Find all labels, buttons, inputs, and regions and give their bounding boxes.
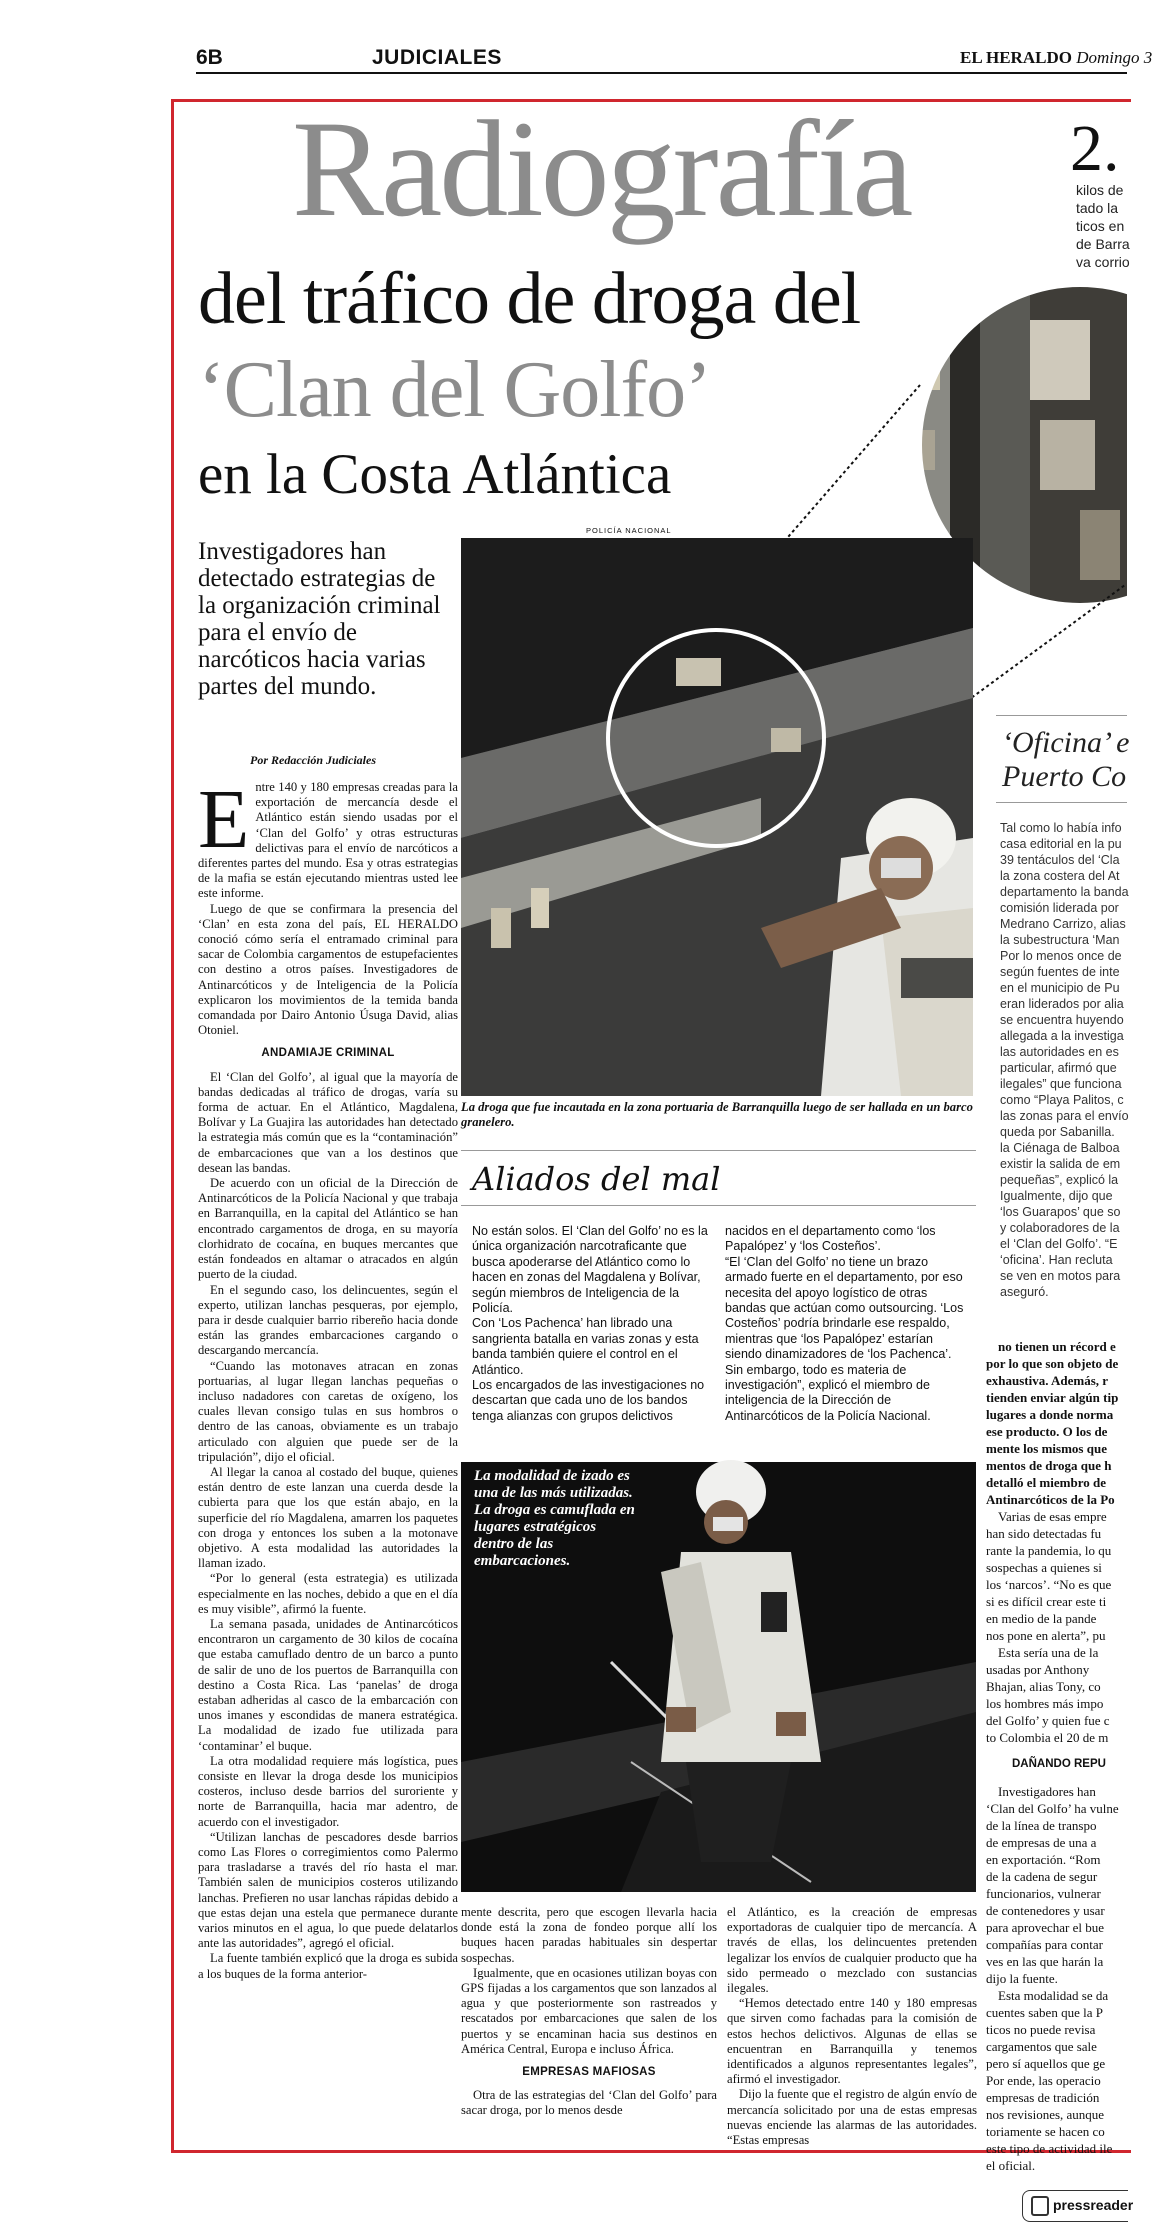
right-col-line: no tienen un récord e (998, 1339, 1116, 1354)
paragraph: Otra de las estrategias del ‘Clan del Golfo’ para sacar droga, por lo menos desde (461, 2088, 717, 2118)
oficina-line: como “Playa Palitos, c (1000, 1093, 1124, 1107)
right-col-line: usadas por Anthony (986, 1662, 1090, 1677)
aliados-col-1: No están solos. El ‘Clan del Golfo’ no es la única organización narcotraficante que busca apoderarse del Atlántico como lo hacen en zonas del Magdalena y Bolívar, según miembros de Inteligencia de la Policía. Con ‘Los Pachenca’ han librado una sangrienta batalla en varias zonas y esta banda también quiere el control en el Atlántico. Los encargados de las investigaciones no descartan que cada uno de los bandos tenga alianzas con grupos delictivos (472, 1224, 708, 1423)
oficina-line: Igualmente, dijo que (1000, 1189, 1113, 1203)
page-number: 6B (196, 46, 223, 69)
headline-line-2: del tráfico de droga del (198, 258, 861, 340)
oficina-line: ‘oficina’. Han recluta (1000, 1253, 1113, 1267)
oficina-title: ‘Oficina’ e Puerto Co (1002, 726, 1130, 793)
right-col-line: en exportación. “Rom (986, 1852, 1101, 1867)
right-col-line: de la línea de transpo (986, 1818, 1097, 1833)
oficina-rule (996, 715, 1127, 716)
subhead-empresas: EMPRESAS MAFIOSAS (522, 2066, 656, 2079)
paragraph: De acuerdo con un oficial de la Dirección de Antinarcóticos de la Policía Nacional y que trabaja en Barranquilla, en la capital del Atlántico se han encontrado cargamentos de droga, en su mayoría clorhidrato de cocaína, en buques mercantes que están fondeados en altamar o atracados en algún puerto de la ciudad. (198, 1176, 458, 1282)
aliados-col-2: nacidos en el departamento como ‘los Papalópez’ y ‘los Costeños’. “El ‘Clan del Golfo’ no tiene un brazo armado fuerte en el departamento, por eso necesita del apoyo logístico de otras bandas que actúan como outsourcing. ‘Los Costeños’ podría brindarle ese respaldo, mientras que ‘los Papalópez’ estarían siendo dinamizadores de ‘los Pachenca’. Sin embargo, todo es materia de investigación”, explicó el miembro de inteligencia de la Dirección de Antinarcóticos de la Policía Nacional. (725, 1224, 964, 1423)
right-col-line: han sido detectadas fu (986, 1526, 1102, 1541)
subhead-andamiaje: ANDAMIAJE CRIMINAL (261, 1047, 395, 1060)
right-col-line: este tipo de actividad ile (986, 2141, 1113, 2156)
byline: Por Redacción Judiciales (250, 753, 376, 767)
oficina-line: se ven en motos para (1000, 1269, 1121, 1283)
right-col-line: empresas de tradición (986, 2090, 1100, 2105)
paragraph: Dijo la fuente que el registro de algún envío de mercancía solicitado por una de estas empresas nuevas enciende las alarmas de las autoridades. “Estas empresas (727, 2087, 977, 2148)
paragraph: Al llegar la canoa al costado del buque, quienes están dentro de este lanzan una cuerda desde la cubierta para que los que están abajo, en la superficie del río Magdalena, amarren los paquetes con droga y entonces los suben a la motonave objetivo. A esta modalidad las autoridades la llaman izado. (198, 1464, 458, 1571)
oficina-line: ilegales” que funciona (1000, 1077, 1122, 1091)
right-col-line: tienden enviar algún tip (986, 1390, 1119, 1405)
right-col-line: rante la pandemia, lo qu (986, 1543, 1112, 1558)
oficina-line: departamento la banda (1000, 885, 1129, 899)
main-photo-caption: La droga que fue incautada en la zona portuaria de Barranquilla luego de ser hallada en un barco granelero. (461, 1100, 973, 1129)
right-col-line: exhaustiva. Además, r (986, 1373, 1109, 1388)
right-col-line: detalló el miembro de (986, 1475, 1106, 1490)
right-col-line: mentos de droga que h (986, 1458, 1112, 1473)
right-col-line: toriamente se hacen co (986, 2124, 1105, 2139)
oficina-line: eran liderados por alia (1000, 997, 1124, 1011)
right-col-line: si es difícil crear este ti (986, 1594, 1107, 1609)
right-col-line: Varias de esas empre (998, 1509, 1107, 1524)
section-title: JUDICIALES (372, 46, 502, 69)
paragraph: En el segundo caso, los delincuentes, según el experto, utilizan lanchas pesqueras, por ejemplo, para ir desde cualquier barrio ribereño hacia donde están las grandes embarcaciones cargando o descargando mercancía. (198, 1282, 458, 1358)
pressreader-logo: pressreader (1022, 2190, 1128, 2222)
right-col-line: sospechas a quienes si (986, 1560, 1102, 1575)
paragraph: “Utilizan lanchas de pescadores desde barrios como Las Flores o corregimientos como Palermo para trasladarse a través del río hasta el mar. También salen de municipios costeros utilizando lanchas. Prefieren no usar lanchas rápidas debido a que estas dejan una estela que permanece durante varios minutos en el agua, lo que puede delatarlos ante las autoridades”, agregó el oficial. (198, 1829, 458, 1951)
right-col-line: cargamentos que sale (986, 2039, 1097, 2054)
right-col-line: los hombres más impo (986, 1696, 1104, 1711)
oficina-line: y colaboradores de la (1000, 1221, 1120, 1235)
paragraph: Entre 140 y 180 empresas creadas para la exportación de mercancía desde el Atlántico están siendo usadas por el ‘Clan del Golfo’ y otras estructuras delictivas para el envío de narcóticos a diferentes partes del mundo. Esa y otras estrategias de la mafia se están ejecutando mientras usted lee este informe. (198, 773, 458, 901)
oficina-line: según fuentes de inte (1000, 965, 1120, 979)
headline-line-4: en la Costa Atlántica (198, 443, 672, 506)
right-col-line: el oficial. (986, 2158, 1036, 2173)
paragraph: mente descrita, pero que escogen llevarla hacia donde está la zona de fondeo porque allí los buques hacen paradas habituales sin despertar sospechas. (461, 1905, 717, 1965)
bottom-col-2 (727, 1905, 977, 2148)
oficina-line: pequeñas”, explicó la (1000, 1173, 1119, 1187)
headline-line-1: Radiografía (292, 92, 911, 245)
right-col-line: dijo la fuente. (986, 1971, 1058, 1986)
oficina-line: 39 tentáculos del ‘Cla (1000, 853, 1120, 867)
oficina-line: casa editorial en la pu (1000, 837, 1122, 851)
newspaper-name: EL HERALDO (960, 48, 1072, 67)
oficina-line: la subestructura ‘Man (1000, 933, 1120, 947)
right-col-line: del Golfo’ y quien fue c (986, 1713, 1110, 1728)
paragraph: La fuente también explicó que la droga es subida a los buques de la forma anterior- (198, 1951, 458, 1981)
right-col-line: para aprovechar el bue (986, 1920, 1105, 1935)
right-col-line: nos pone en alerta”, pu (986, 1628, 1106, 1643)
oficina-line: aseguró. (1000, 1285, 1049, 1299)
subhead-danando: DAÑANDO REPU (1012, 1758, 1106, 1770)
oficina-line: las autoridades en es (1000, 1045, 1119, 1059)
right-col-line: cuentes saben que la P (986, 2005, 1103, 2020)
right-col-line: funcionarios, vulnerar (986, 1886, 1101, 1901)
oficina-line: la zona costera del At (1000, 869, 1120, 883)
paragraph: el Atlántico, es la creación de empresas exportadoras de cualquier tipo de mercancía. A través de ellas, los delincuentes pretenden legalizar los envíos de cualquier producto que ha sido permeado o mezclado con sustancias ilegales. (727, 1905, 977, 1996)
oficina-line: queda por Sabanilla. (1000, 1125, 1115, 1139)
oficina-line: existir la salida de em (1000, 1157, 1121, 1171)
paragraph: Luego de que se confirmara la presencia del ‘Clan’ en esta zona del país, EL HERALDO conoció cómo sería el entramado criminal para sacar de Colombia cargamentos de estupefacientes con destino a otros países. Investigadores de Antinarcóticos y de Inteligencia de la Policía explicaron los movimientos de la temida banda comandada por Dairo Antonio Úsuga David, alias Otoniel. (198, 901, 458, 1038)
right-col-line: Esta sería una de la (998, 1645, 1099, 1660)
oficina-line: la Ciénaga de Balboa (1000, 1141, 1120, 1155)
oficina-line: particular, afirmó que (1000, 1061, 1117, 1075)
right-col-line: to Colombia el 20 de m (986, 1730, 1109, 1745)
oficina-text (1000, 820, 1130, 1300)
right-col-line: por lo que son objeto de (986, 1356, 1119, 1371)
teaser-text: kilos de tado la ticos en de Barra va corrio (1076, 182, 1130, 270)
paragraph: La otra modalidad requiere más logística, pues consiste en llevar la droga desde los municipios costeros, incluso desde barrios del suroriente y norte de Barranquilla, hacia mar adentro, de acuerdo con el investigador. (198, 1753, 458, 1829)
oficina-line: se encuentra huyendo (1000, 1013, 1124, 1027)
right-col-line: ‘Clan del Golfo’ ha vulne (986, 1801, 1119, 1816)
right-col-line: ese producto. O los de (986, 1424, 1108, 1439)
right-col-line: lugares a donde norma (986, 1407, 1114, 1422)
aliados-top-rule (461, 1150, 976, 1151)
bottom-col-1 (461, 1905, 717, 2119)
top-rule (196, 72, 1127, 74)
teaser-number: 2. (1070, 112, 1120, 185)
right-col-line: ticos no puede revisa (986, 2022, 1096, 2037)
right-col-line: nos revisiones, aunque (986, 2107, 1105, 2122)
right-col-line: mente los mismos que (986, 1441, 1107, 1456)
photo-credit: POLICÍA NACIONAL (586, 526, 672, 535)
oficina-line: en el municipio de Pu (1000, 981, 1120, 995)
main-photo (461, 538, 973, 1096)
aliados-title: Aliados del mal (472, 1160, 721, 1198)
paragraph: “Por lo general (esta estrategia) es utilizada especialmente en las noches, debido a que en el día es muy visible”, afirmó la fuente. (198, 1571, 458, 1616)
paragraph: “Cuando las motonaves atracan en zonas portuarias, al lugar llegan lanchas pequeñas o incluso nadadores con caretas de oxígeno, los cuales llevan consigo tulas en sus hombros o dentro de las canoas, obviamente es un trabajo articulado con alguien que puede ser de la tripulación”, dijo el oficial. (198, 1358, 458, 1464)
masthead (960, 48, 1152, 68)
oficina-line: Tal como lo había info (1000, 821, 1122, 835)
paragraph: Igualmente, que en ocasiones utilizan boyas con GPS fijadas a los cargamentos que son lanzados al agua y que posteriormente son rastreados y rescatados por embarcaciones que salen de los puertos y se encaminan hacia sus destinos en América Central, Europa e incluso África. (461, 1965, 717, 2056)
right-col-line: compañías para contar (986, 1937, 1103, 1952)
aliados-title-rule (461, 1205, 976, 1206)
right-col-line: los ‘narcos’. “No es que (986, 1577, 1112, 1592)
drop-cap: E (198, 773, 250, 866)
paragraph: El ‘Clan del Golfo’, al igual que la mayoría de bandas dedicadas al tráfico de drogas, varía su forma de actuar. En el Atlántico, Magdalena, Bolívar y La Guajira las autoridades han detectado la estrategia más común que es la “contaminación” de embarcaciones que van a los destinos que desean las bandas. (198, 1069, 458, 1175)
right-col-line: Esta modalidad se da (998, 1988, 1109, 2003)
right-col-line: Antinarcóticos de la Po (986, 1492, 1115, 1507)
second-photo-caption: La modalidad de izado es una de las más utilizadas. La droga es camuflada en lugares estratégicos dentro de las embarcaciones. (474, 1468, 635, 1569)
right-col-line: de contenedores y usar (986, 1903, 1105, 1918)
right-col-line: pero sí aquellos que ge (986, 2056, 1106, 2071)
right-col-line: ves en las que harán la (986, 1954, 1104, 1969)
right-col-line: de la cadena de segur (986, 1869, 1098, 1884)
right-column (986, 1338, 1127, 2174)
paragraph: La semana pasada, unidades de Antinarcóticos encontraron un cargamento de 30 kilos de cocaína que estaba camuflado dentro de un barco a punto de salir de uno de los puertos de Barranquilla con destino a Costa Rica. Las ‘panelas’ de droga estaban adheridas al casco de la embarcación con unos imanes y escondidas de manera estratégica. La modalidad de izado fue utilizada para ‘contaminar’ el buque. (198, 1616, 458, 1753)
oficina-line: ‘los Guarapos’ que so (1000, 1205, 1121, 1219)
date-label: Domingo 3 (1076, 48, 1152, 67)
paragraph: “Hemos detectado entre 140 y 180 empresas que sirven como fachadas para la comisión de estos hechos delictivos. Algunas de ellas se encuentran en Barranquilla y tenemos identificados a algunos representantes legales”, afirmó el investigador. (727, 1996, 977, 2087)
oficina-line: Por lo menos once de (1000, 949, 1122, 963)
right-col-line: de empresas de una a (986, 1835, 1097, 1850)
oficina-line: allegada a la investiga (1000, 1029, 1124, 1043)
oficina-line: comisión liderada por (1000, 901, 1119, 915)
oficina-line: las zonas para el envío (1000, 1109, 1129, 1123)
right-col-line: Investigadores han (998, 1784, 1096, 1799)
pressreader-icon (1031, 2196, 1049, 2216)
oficina-title-rule (996, 802, 1127, 803)
main-column (198, 773, 458, 1982)
headline-line-3: ‘Clan del Golfo’ (198, 346, 711, 434)
oficina-line: el ‘Clan del Golfo’. “E (1000, 1237, 1118, 1251)
deck: Investigadores han detectado estrategias de la organización criminal para el envío de narcóticos hacia varias partes del mundo. (198, 538, 441, 700)
right-col-line: Bhajan, alias Tony, co (986, 1679, 1101, 1694)
right-col-line: en medio de la pande (986, 1611, 1097, 1626)
right-col-line: Por ende, las operacio (986, 2073, 1101, 2088)
oficina-line: Medrano Carrizo, alias (1000, 917, 1126, 931)
